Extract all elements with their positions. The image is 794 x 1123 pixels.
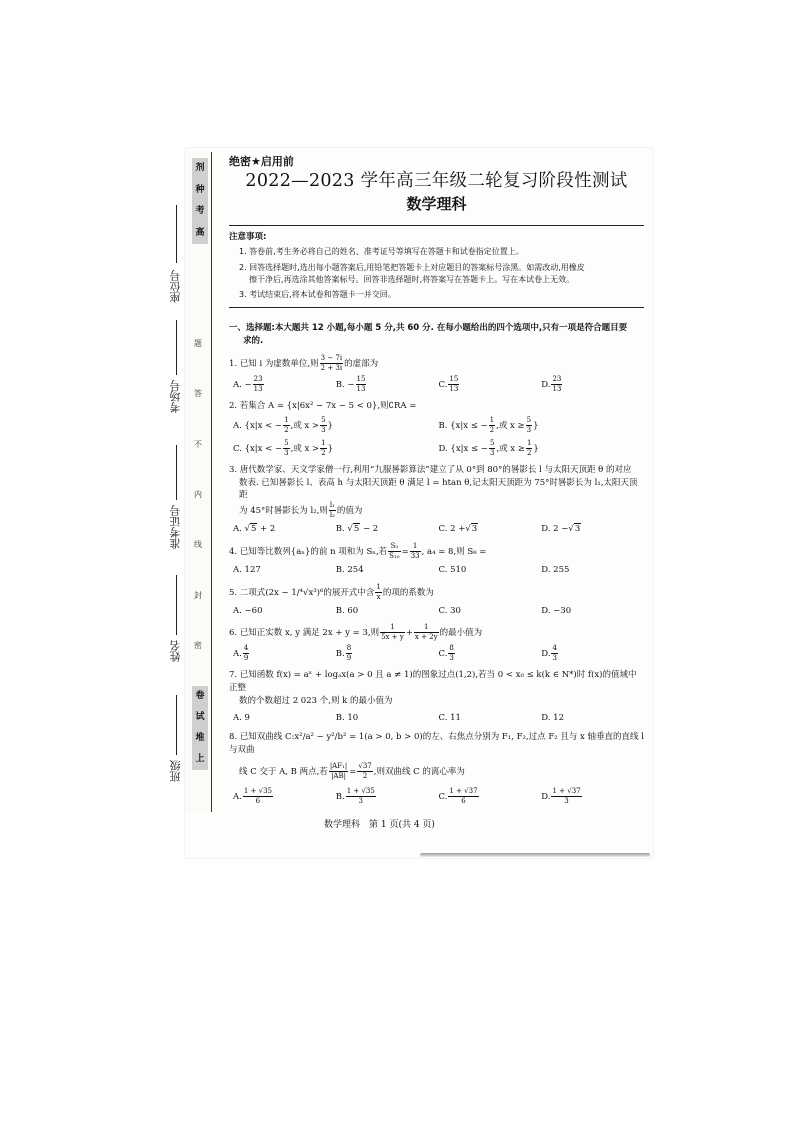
q2-option-d[interactable]: D. {x|x ≤ − $\frac{5}{3}$ ,或 x ≥ $\frac{1}{2}$ } — [438, 438, 539, 457]
notice-item-2: 2. 回答选择题时,选出每小题答案后,用铅笔把答题卡上对应题目的答案标号涂黑。如需改动,用橡皮 擦干净后,再选涂其他答案标号。回答非选择题时,将答案写在答题卡上。写在本试卷上无效。 — [239, 262, 585, 284]
q7-option-d[interactable]: D. 12 — [541, 712, 564, 723]
q8-option-a[interactable]: A. $\frac{1 + √35}{6}$ — [233, 786, 272, 805]
page-edge-shadow — [420, 853, 650, 857]
header-divider — [229, 225, 644, 226]
question-2: 2. 若集合 A = {x|6x² − 7x − 5 < 0},则∁RA = A. {x|x < − $\frac{1}{2}$ ,或 x > $\frac{5}{3}$ } B. {x|x ≤ − $\frac{1}{2}$ ,或 x ≥ $\frac{5}{3}$ } C. {x|x < − $\frac{5}{3}$ ,或 x > $\frac{1}{2}$ } D. {x|x ≤ − $\frac{5}{3}$ ,或 x ≥ $\frac{1}{2}$ } — [229, 400, 644, 457]
notice-divider — [229, 307, 644, 308]
q2-options-row-1 — [229, 417, 644, 434]
question-6: 6. 已知正实数 x, y 满足 2x + y = 3,则 $\frac{1}{5x + y}$ + $\frac{1}{x + 2y}$ 的最小值为 A. $\frac{4}{9}$ B. $\frac{8}{9}$ C. $\frac{8}{3}$ D. $\frac{4}{3}$ — [229, 624, 644, 662]
notice-item-3: 3. 考试结束后,将本试卷和答题卡一并交回。 — [239, 290, 396, 300]
q7-option-b[interactable]: B. 10 — [335, 712, 359, 723]
q6-options — [229, 645, 644, 662]
strip-box-top: 剂 种 考 高 — [192, 158, 208, 244]
q5-option-a[interactable]: A. −60 — [233, 605, 263, 616]
q2-option-c[interactable]: C. {x|x < − $\frac{5}{3}$ ,或 x > $\frac{1}{2}$ } — [233, 438, 334, 457]
notice-block — [229, 232, 644, 301]
class-blank[interactable] — [176, 695, 177, 755]
notice-heading: 注意事项: — [229, 232, 267, 243]
notice-item-1: 1. 答卷前,考生务必将自己的姓名、准考证号等填写在答题卡和试卷指定位置上。 — [239, 247, 524, 257]
q1-option-d[interactable]: D. $\frac{23}{13}$ — [541, 375, 562, 394]
q8-option-c[interactable]: C. $\frac{1 + √37}{6}$ — [438, 786, 478, 805]
q1-option-c[interactable]: C. $\frac{15}{13}$ — [438, 375, 459, 394]
exam-room-label: 考场号 — [169, 380, 182, 413]
q3-option-a[interactable]: A. √5 + 2 — [233, 524, 276, 535]
q8-option-b[interactable]: B. $\frac{1 + √35}{3}$ — [335, 786, 375, 805]
question-1: 1. 已知 i 为虚数单位,则 $\frac{3 - 7i}{2 + 3i}$ 的虚部为 A. − $\frac{23}{13}$ B. − $\frac{15}{13}$ C. $\frac{15}{13}$ D. $\frac{23}{13}$ — [229, 355, 644, 393]
q6-option-a[interactable]: A. $\frac{4}{9}$ — [233, 644, 249, 663]
q7-options — [229, 712, 644, 725]
q5-option-d[interactable]: D. −30 — [541, 605, 572, 616]
q1-option-a[interactable]: A. − $\frac{23}{13}$ — [233, 375, 263, 394]
q6-option-d[interactable]: D. $\frac{4}{3}$ — [541, 644, 557, 663]
q1-fraction: $\frac{3 - 7i}{2 + 3i}$ — [320, 354, 343, 373]
page-footer: 数学理科 第 1 页(共 4 页) — [324, 820, 435, 830]
question-4: 4. 已知等比数列{aₙ}的前 n 项和为 Sₙ,若 $\frac{\text{S₅}}{\text{S₁₀}}$ = $\frac{1}{33}$ , a₄ = 8,则 S₈ = A. 127 B. 254 C. 510 D. 255 — [229, 543, 644, 577]
q4-option-d[interactable]: D. 255 — [541, 564, 570, 575]
q5-binomial-expression: (2x − 1/⁴√x³)⁶ — [265, 587, 324, 598]
q1-option-b[interactable]: B. − $\frac{15}{13}$ — [335, 375, 366, 394]
q4-option-b[interactable]: B. 254 — [335, 564, 364, 575]
q5-options — [229, 605, 644, 618]
question-7: 7. 已知函数 f(x) = aˣ + logₐx(a > 0 且 a ≠ 1)的图象过点(1,2),若当 0 < x₀ ≤ k(k ∈ N*)时 f(x)的值域中正整 数的个数超过 2 023 个,则 k 的最小值为 A. 9 B. 10 C. 11 D. 12 — [229, 669, 644, 724]
q3-option-b[interactable]: B. √5 − 2 — [335, 524, 379, 535]
exam-subject: 数学理科 — [406, 195, 467, 214]
q3-option-c[interactable]: C. 2 +√3 — [438, 524, 478, 535]
q2-option-a[interactable]: A. {x|x < − $\frac{1}{2}$ ,或 x > $\frac{5}{3}$ } — [233, 415, 333, 434]
q3-options — [229, 523, 644, 536]
section-heading: 一、选择题:本大题共 12 小题,每小题 5 分,共 60 分. 在每小题给出的四个选项中,只有一项是符合题目要 求的. — [229, 322, 628, 346]
q6-option-b[interactable]: B. $\frac{8}{9}$ — [335, 644, 352, 663]
classified-mark: 绝密★启用前 — [229, 155, 294, 168]
question-3: 3. 唐代数学家、天文学家僧一行,利用“九服晷影算法”建立了从 0°到 80°的晷影长 l 与太阳天顶距 θ 的对应 数表. 已知晷影长 l、表高 h 与太阳天顶距 θ 满足 l = htan θ,记太阳天顶距为 75°时晷影长为 l₁,太阳天顶距 为 45°时晷影长为 l₂,则 $\frac{\text{l₁}}{\text{l₂}}$ 的值为 A. √5 + 2 B. √5 − 2 C. 2 +√3 D. 2 −√3 — [229, 464, 644, 536]
q4-option-c[interactable]: C. 510 — [438, 564, 467, 575]
q5-option-b[interactable]: B. 60 — [335, 605, 359, 616]
admission-number-label: 准考证号 — [169, 505, 182, 549]
strip-box-bottom: 卷 试 堆 上 — [192, 686, 208, 770]
q8-option-d[interactable]: D. $\frac{1 + √37}{3}$ — [541, 786, 581, 805]
class-label: 班级 — [169, 760, 182, 782]
q3-option-d[interactable]: D. 2 −√3 — [541, 524, 581, 535]
q1-options — [229, 376, 644, 393]
name-blank[interactable] — [176, 575, 177, 635]
exam-title: 2022—2023 学年高三年级二轮复习阶段性测试 — [245, 171, 628, 192]
q2-option-b[interactable]: B. {x|x ≤ − $\frac{1}{2}$ ,或 x ≥ $\frac{5}{3}$ } — [438, 415, 539, 434]
q5-option-c[interactable]: C. 30 — [438, 605, 461, 616]
admission-number-blank[interactable] — [176, 445, 177, 500]
q2-options-row-2 — [229, 440, 644, 457]
seal-line-text: 题 答 不 内 线 封 密 — [194, 339, 202, 650]
q7-option-a[interactable]: A. 9 — [233, 712, 250, 723]
seat-number-blank[interactable] — [176, 205, 177, 263]
q4-options — [229, 564, 644, 577]
question-8: 8. 已知双曲线 C:x²/a² − y²/b² = 1(a > 0, b > 0)的左、右焦点分别为 F₁, F₂,过点 F₂ 且与 x 轴垂直的直线 l 与双曲 线 C 交于 A, B 两点,若 $\frac{\text{|AF₁|}}{|AB|}$ = $\frac{√37}{2}$ ,则双曲线 C 的离心率为 A. $\frac{1 + √35}{6}$ B. $\frac{1 + √35}{3}$ C. $\frac{1 + √37}{6}$ D. $\frac{1 + √37}{3}$ — [229, 732, 644, 805]
question-5: 5. 二项式(2x − 1/⁴√x³)⁶的展开式中含 $\frac{1}{x}$ 的项的系数为 A. −60 B. 60 C. 30 D. −30 — [229, 584, 644, 618]
q6-option-c[interactable]: C. $\frac{8}{3}$ — [438, 644, 454, 663]
q7-option-c[interactable]: C. 11 — [438, 712, 461, 723]
name-label: 姓名 — [169, 640, 182, 662]
q4-option-a[interactable]: A. 127 — [233, 564, 261, 575]
exam-room-blank[interactable] — [176, 320, 177, 375]
page-content — [229, 150, 644, 805]
seat-number-label: 座位号 — [169, 270, 182, 303]
q8-options — [229, 788, 644, 805]
